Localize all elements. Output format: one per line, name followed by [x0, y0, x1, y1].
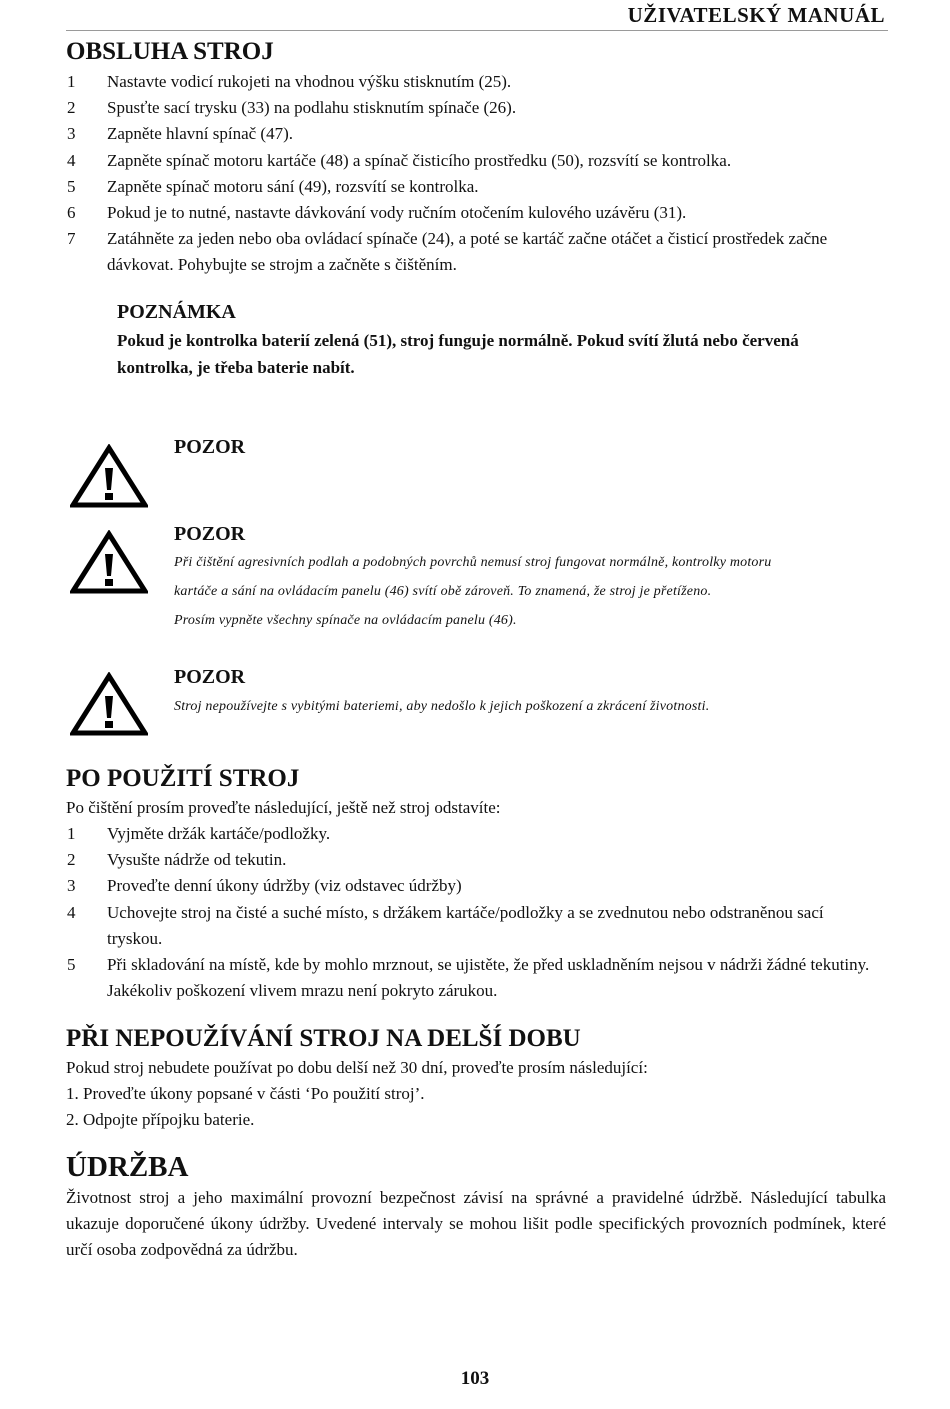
note-text: Pokud je kontrolka baterií zelená (51), stroj funguje normálně. Pokud svítí žlutá nebo červená kontrolka, je třeba baterie nabít.	[117, 331, 799, 377]
warning-text	[174, 548, 886, 635]
section-title-maintenance: ÚDRŽBA	[66, 1151, 189, 1183]
warning-line: Prosím vypněte všechny spínače na ovládacím panelu (46).	[174, 613, 517, 628]
list-item: 5 Zapněte spínač motoru sání (49), rozsvítí se kontrolka.	[67, 176, 479, 196]
list-item: 2 Spusťte sací trysku (33) na podlahu stisknutím spínače (26).	[67, 98, 517, 118]
after-use-steps	[66, 821, 886, 1004]
long-storage-item: 2. Odpojte přípojku baterie.	[66, 1110, 255, 1129]
section-title-operation: OBSLUHA STROJ	[66, 38, 274, 65]
warning-line: Stroj nepoužívejte s vybitými bateriemi, aby nedošlo k jejich poškození a zkrácení životnosti.	[174, 699, 710, 714]
list-item: 4 Zapněte spínač motoru kartáče (48) a spínač čisticího prostředku (50), rozsvítí se kontrolka.	[67, 150, 732, 170]
list-item: 6 Pokud je to nutné, nastavte dávkování vody ručním otočením kulového uzávěru (31).	[67, 203, 687, 223]
list-item: 5 Při skladování na místě, kde by mohlo mrznout, se ujistěte, že před uskladněním nejsou v nádrži žádné tekutiny. Jakékoliv poškození vlivem mrazu není pokryto zárukou.	[67, 955, 870, 1001]
page-header	[66, 0, 888, 31]
warning-line: Při čištění agresivních podlah a podobných povrchů nemusí stroj fungovat normálně, kontrolky motoru	[174, 555, 772, 570]
list-item: 1 Nastavte vodicí rukojeti na vhodnou výšku stisknutím (25).	[67, 72, 512, 91]
warning-triangle-icon	[70, 530, 148, 594]
list-item: 1 Vyjměte držák kartáče/podložky.	[67, 824, 331, 843]
section-title-long-storage: PŘI NEPOUŽÍVÁNÍ STROJ NA DELŠÍ DOBU	[66, 1025, 581, 1052]
list-item: 4 Uchovejte stroj na čisté a suché místo, s držákem kartáče/podložky a se zvednutou nebo odstraněnou sací tryskou.	[67, 902, 824, 948]
section-title-after-use: PO POUŽITÍ STROJ	[66, 765, 300, 792]
list-item: 2 Vysušte nádrže od tekutin.	[67, 850, 287, 870]
warning-line: kartáče a sání na ovládacím panelu (46) svítí obě zároveň. To znamená, že stroj je přetíženo.	[174, 584, 712, 599]
page-number: 103	[460, 1368, 490, 1389]
list-item: 3 Proveďte denní úkony údržby (viz odstavec údržby)	[67, 876, 462, 896]
warning-title: POZOR	[174, 523, 246, 545]
list-item: 7 Zatáhněte za jeden nebo oba ovládací spínače (24), a poté se kartáč začne otáčet a čisticí prostředek začne dávkovat. Pohybujte se strojm a začněte s čištěním.	[67, 229, 828, 275]
long-storage-item: 1. Proveďte úkony popsané v části ‘Po použití stroj’.	[66, 1084, 425, 1103]
manual-title: UŽIVATELSKÝ MANUÁL	[627, 3, 885, 27]
maintenance-text: Životnost stroj a jeho maximální provozní bezpečnost závisí na správné a pravidelné údržbě. Následující tabulka ukazuje doporučené úkony údržby. Uvedené intervaly se mohou lišit podle specifických provozních podmínek, které určí osoba zodpovědná za údržbu.	[66, 1188, 886, 1260]
list-item: 3 Zapněte hlavní spínač (47).	[67, 124, 293, 144]
warning-title: POZOR	[174, 436, 246, 458]
note-title: POZNÁMKA	[117, 301, 236, 323]
long-storage-intro: Pokud stroj nebudete používat po dobu delší než 30 dní, proveďte prosím následující:	[66, 1058, 648, 1077]
operation-steps	[66, 69, 886, 279]
warning-triangle-icon	[70, 444, 148, 508]
warning-text	[174, 692, 886, 721]
warning-triangle-icon	[70, 672, 148, 736]
warning-title: POZOR	[174, 666, 246, 688]
after-use-intro: Po čištění prosím proveďte následující, ještě než stroj odstavíte:	[66, 798, 501, 817]
